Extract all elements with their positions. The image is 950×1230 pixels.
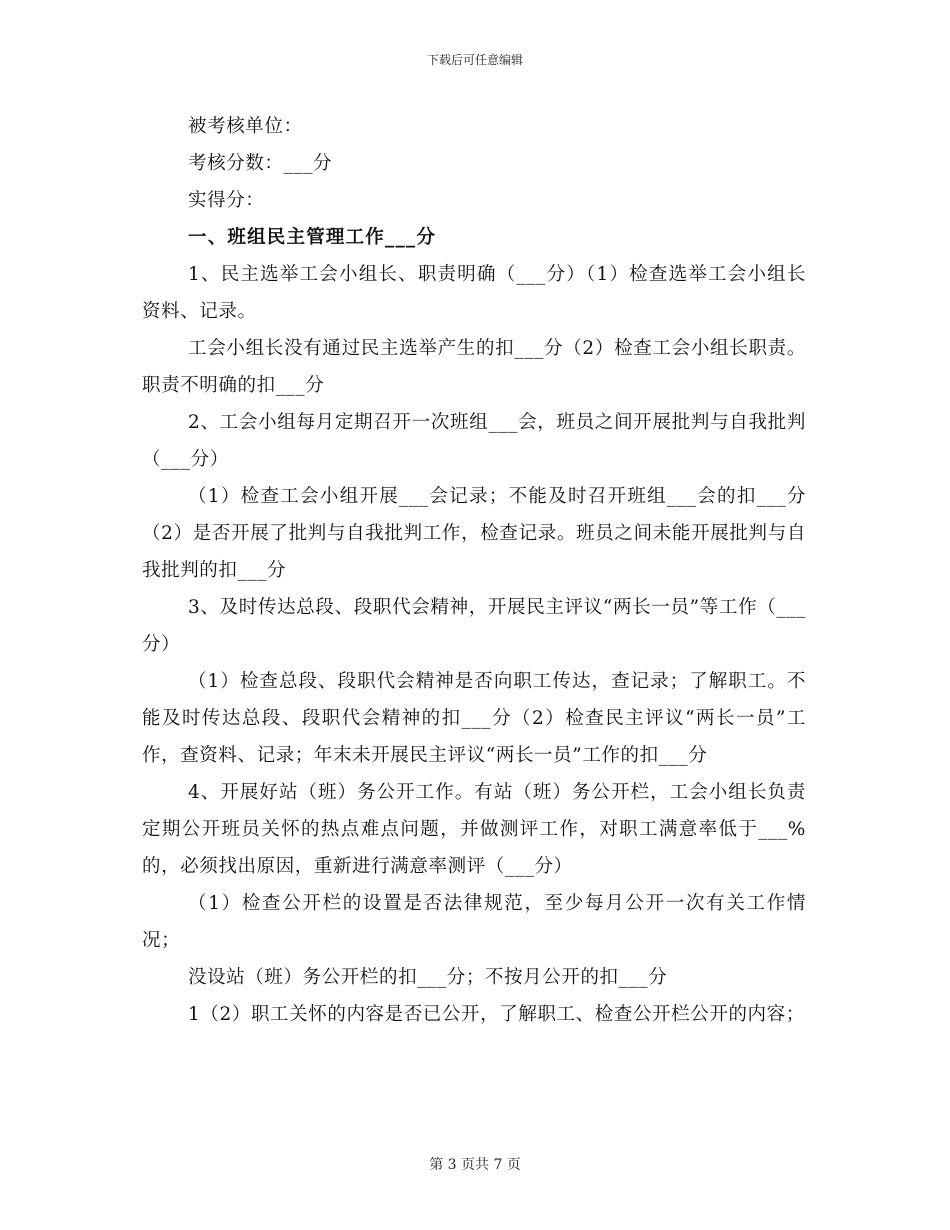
paragraph-item-3-detail: （1）检查总段、段职代会精神是否向职工传达，查记录；了解职工。不能及时传达总段、段职代会精神的扣___分（2）检查民主评议“两长一员”工作，查资料、记录；年末未开展民主评议“两长一员”工作的扣___分: [142, 671, 806, 766]
paragraph-assessed-unit: 被考核单位：: [188, 116, 303, 137]
paragraph-item-2-detail: （1）检查工会小组开展___会记录；不能及时召开班组___会的扣___分（2）是否开展了批判与自我批判工作，检查记录。班员之间未能开展批判与自我批判的扣___分: [142, 486, 806, 581]
paragraph-item-2: 2、工会小组每月定期召开一次班组___会，班员之间开展批判与自我批判（___分）: [142, 412, 806, 470]
paragraph-item-4-sub2: 1（2）职工关怀的内容是否已公开，了解职工、检查公开栏公开的内容；: [188, 1004, 805, 1025]
paragraph-item-4-detail: （1）检查公开栏的设置是否法律规范，至少每月公开一次有关工作情况；: [142, 893, 806, 951]
section-heading: 一、班组民主管理工作___分: [188, 227, 437, 248]
paragraph-actual-score: 实得分：: [188, 190, 265, 211]
paragraph-item-4-penalty: 没设站（班）务公开栏的扣___分；不按月公开的扣___分: [188, 967, 668, 988]
page-footer: 第 3 页共 7 页: [429, 1157, 521, 1173]
paragraph-item-1: 1、民主选举工会小组长、职责明确（___分）（1）检查选举工会小组长资料、记录。: [142, 264, 806, 322]
paragraph-assessment-score: 考核分数：___分: [188, 153, 333, 174]
paragraph-item-3: 3、及时传达总段、段职代会精神，开展民主评议“两长一员”等工作（___分）: [142, 597, 806, 655]
page-header: 下载后可任意编辑: [426, 53, 523, 67]
paragraph-item-4: 4、开展好站（班）务公开工作。有站（班）务公开栏，工会小组长负责定期公开班员关怀的热点难点问题，并做测评工作，对职工满意率低于___%的，必须找出原因，重新进行满意率测评（___分）: [142, 782, 806, 877]
document-body: [142, 108, 806, 1033]
paragraph-item-1-detail: 工会小组长没有通过民主选举产生的扣___分（2）检查工会小组长职责。职责不明确的扣___分: [142, 338, 806, 396]
